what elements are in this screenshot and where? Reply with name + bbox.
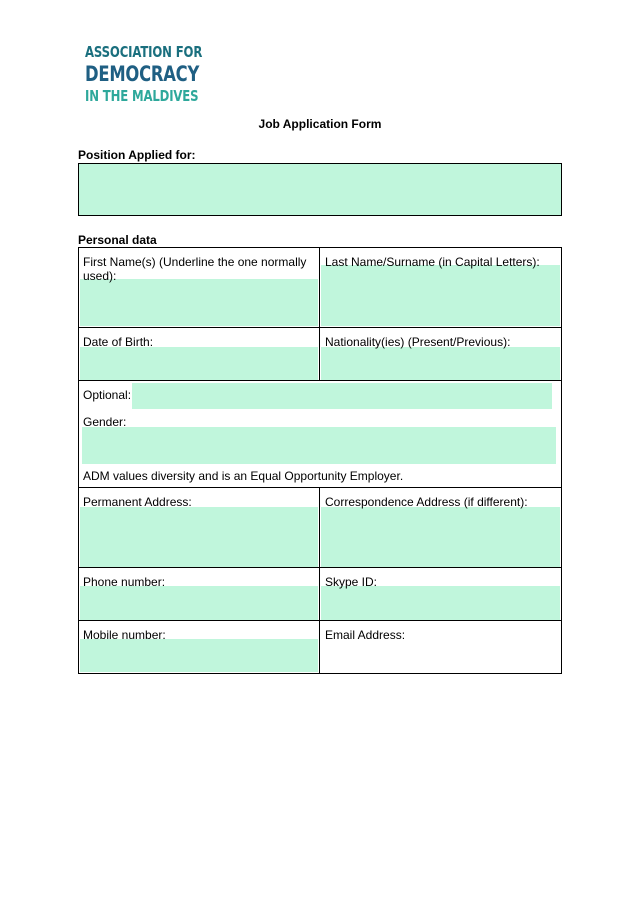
first-name-label: First Name(s) (Underline the one normally used): bbox=[83, 255, 307, 283]
permanent-address-input[interactable] bbox=[80, 507, 318, 567]
row-divider bbox=[78, 487, 562, 488]
organization-logo bbox=[85, 45, 235, 104]
mobile-label: Mobile number: bbox=[83, 628, 166, 642]
nationality-input[interactable] bbox=[321, 347, 560, 380]
mobile-input[interactable] bbox=[80, 639, 318, 672]
last-name-label: Last Name/Surname (in Capital Letters): bbox=[325, 255, 540, 269]
column-divider bbox=[319, 247, 320, 381]
email-label: Email Address: bbox=[325, 628, 406, 642]
optional-label: Optional: bbox=[83, 388, 132, 402]
first-name-input[interactable] bbox=[80, 279, 318, 326]
equal-opportunity-statement: ADM values diversity and is an Equal Opportunity Employer. bbox=[83, 469, 404, 483]
dob-input[interactable] bbox=[80, 347, 318, 380]
form-title: Job Application Form bbox=[258, 117, 382, 131]
permanent-address-label: Permanent Address: bbox=[83, 495, 192, 509]
logo-line-3: IN THE MALDIVES bbox=[85, 87, 199, 105]
row-divider bbox=[78, 567, 562, 568]
skype-input[interactable] bbox=[321, 586, 560, 620]
position-input[interactable] bbox=[79, 164, 561, 215]
skype-label: Skype ID: bbox=[325, 575, 378, 589]
correspondence-address-input[interactable] bbox=[321, 507, 560, 567]
gender-input[interactable] bbox=[82, 427, 556, 464]
dob-label: Date of Birth: bbox=[83, 335, 154, 349]
logo-line-2: DEMOCRACY bbox=[85, 62, 200, 86]
nationality-label: Nationality(ies) (Present/Previous): bbox=[325, 335, 511, 349]
optional-input[interactable] bbox=[132, 383, 552, 409]
correspondence-address-label: Correspondence Address (if different): bbox=[325, 495, 528, 509]
column-divider bbox=[319, 487, 320, 674]
email-input[interactable] bbox=[321, 640, 560, 672]
last-name-input[interactable] bbox=[321, 265, 560, 326]
personal-data-label: Personal data bbox=[78, 233, 157, 247]
gender-label: Gender: bbox=[83, 415, 127, 429]
row-divider bbox=[78, 380, 562, 381]
logo-line-1: ASSOCIATION FOR bbox=[85, 43, 203, 61]
phone-input[interactable] bbox=[80, 586, 318, 620]
phone-label: Phone number: bbox=[83, 575, 166, 589]
row-divider bbox=[78, 620, 562, 621]
position-label: Position Applied for: bbox=[78, 148, 196, 162]
row-divider bbox=[78, 327, 562, 328]
